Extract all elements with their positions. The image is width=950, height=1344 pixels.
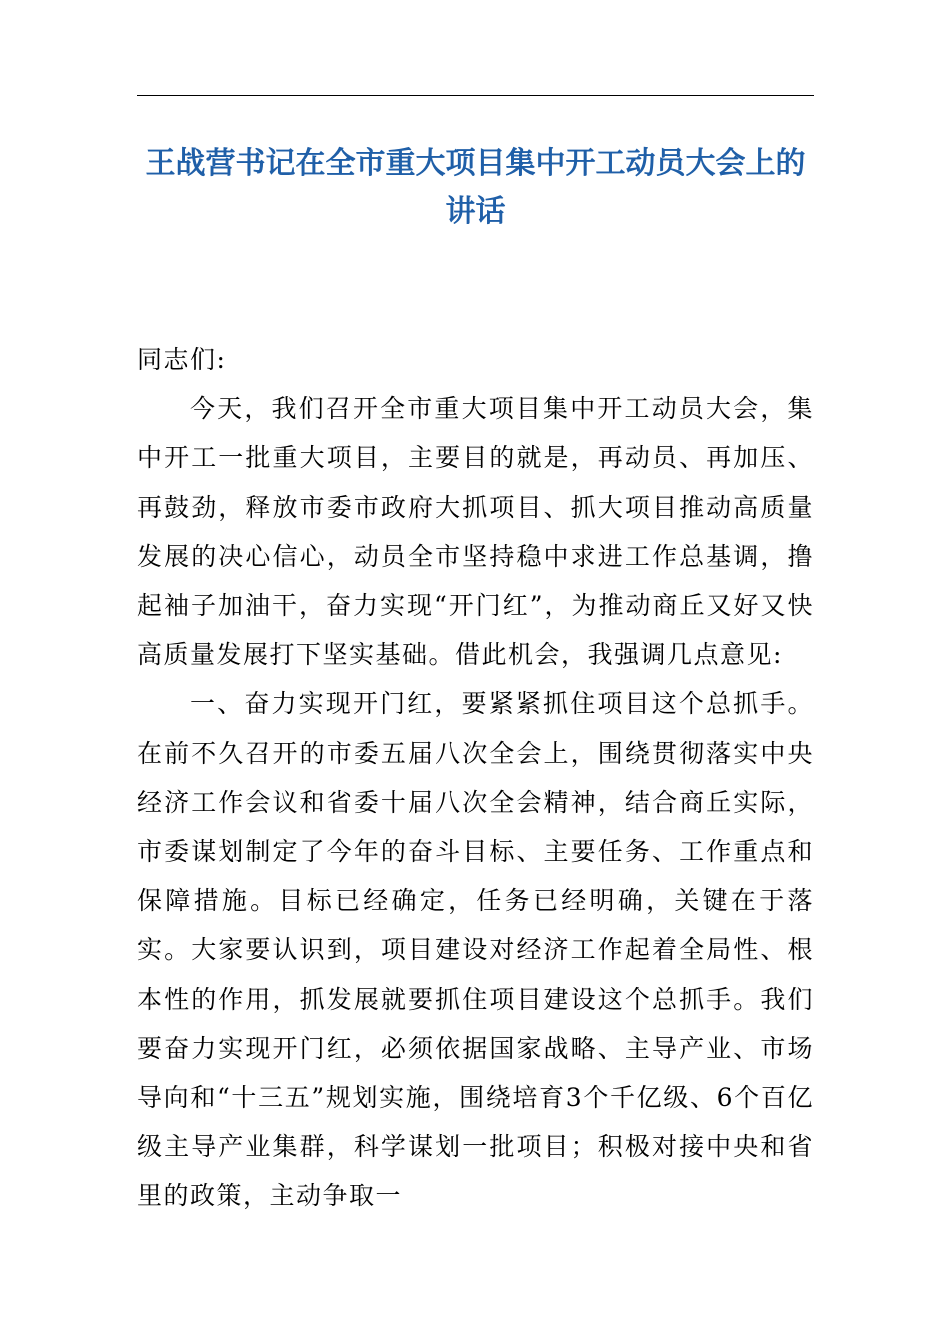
salutation: 同志们:	[137, 345, 227, 374]
document-body	[137, 335, 814, 1221]
header-rule	[137, 95, 814, 96]
document-title: 王战营书记在全市重大项目集中开工动员大会上的讲话	[145, 146, 806, 229]
paragraph-section-one: 一、奋力实现开门红，要紧紧抓住项目这个总抓手。在前不久召开的市委五届八次全会上，围绕贯彻落实中央经济工作会议和省委十届八次全会精神，结合商丘实际，市委谋划制定了今年的奋斗目标、主要任务、工作重点和保障措施。目标已经确定，任务已经明确，关键在于落实。大家要认识到，项目建设对经济工作起着全局性、根本性的作用，抓发展就要抓住项目建设这个总抓手。我们要奋力实现开门红，必须依据国家战略、主导产业、市场导向和“十三五”规划实施，围绕培育3个千亿级、6个百亿级主导产业集群，科学谋划一批项目；积极对接中央和省里的政策，主动争取一	[137, 689, 814, 1211]
paragraph-intro: 今天，我们召开全市重大项目集中开工动员大会，集中开工一批重大项目，主要目的就是，再动员、再加压、再鼓劲，释放市委市政府大抓项目、抓大项目推动高质量发展的决心信心，动员全市坚持稳中求进工作总基调，撸起袖子加油干，奋力实现“开门红”，为推动商丘又好又快高质量发展打下坚实基础。借此机会，我强调几点意见:	[137, 394, 814, 670]
